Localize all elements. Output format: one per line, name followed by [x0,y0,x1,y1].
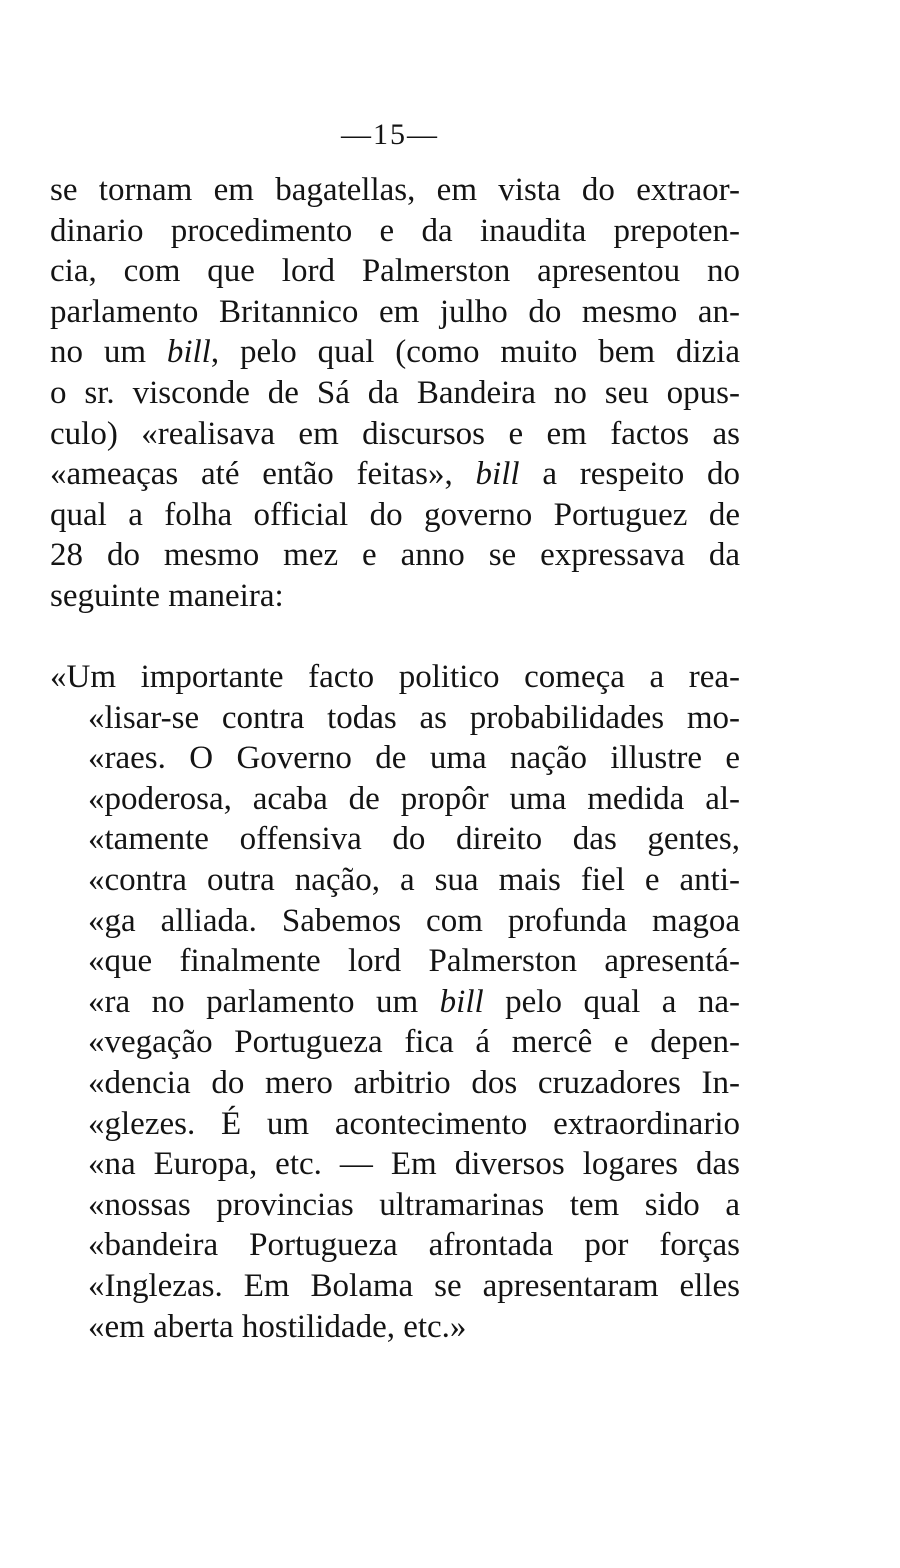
text-segment: «glezes. É um acontecimento extraordinario [88,1105,740,1142]
text-line [50,1266,740,1307]
text-line [50,454,740,495]
text-line [50,211,740,252]
text-segment: «vegação Portugueza fica á mercê e depen- [88,1024,740,1061]
text-segment: 28 do mesmo mez e anno se expressava da [50,537,740,574]
text-segment: culo) «realisava em discursos e em factos as [50,415,740,452]
text-segment: «ga alliada. Sabemos com profunda magoa [88,902,740,939]
text-line [50,819,740,860]
text-line [50,779,740,820]
text-segment: «contra outra nação, a sua mais fiel e anti- [88,861,740,898]
text-segment: «bandeira Portugueza afrontada por forças [88,1227,740,1264]
text-line [50,1022,740,1063]
italic-term: bill [166,334,211,371]
text-segment: «poderosa, acaba de propôr uma medida al- [88,780,740,817]
text-line [50,495,740,536]
text-line [50,332,740,373]
text-segment: «ra no parlamento um [88,983,440,1020]
text-line [50,292,740,333]
text-segment: «Inglezas. Em Bolama se apresentaram elles [88,1267,740,1304]
text-segment: «tamente offensiva do direito das gentes, [88,821,740,858]
text-segment: «nossas provincias ultramarinas tem sido a [88,1186,740,1223]
italic-term: bill [475,456,520,493]
text-line [50,1307,740,1348]
text-line [50,535,740,576]
text-line [50,1185,740,1226]
text-line [50,1144,740,1185]
text-line [50,901,740,942]
text-line [50,657,740,698]
text-segment: cia, com que lord Palmerston apresentou no [50,253,740,290]
text-segment: «dencia do mero arbitrio dos cruzadores In- [88,1064,740,1101]
text-line [50,373,740,414]
text-line [50,251,740,292]
text-segment: pelo qual a na- [483,983,740,1020]
text-segment: «que finalmente lord Palmerston apresentá- [88,943,740,980]
text-line [50,170,740,211]
text-line [50,414,740,455]
text-line [50,1225,740,1266]
text-line [50,738,740,779]
text-segment: no um [50,334,167,371]
text-line [50,1104,740,1145]
text-segment: qual a folha official do governo Portuguez de [50,496,740,533]
text-line [50,860,740,901]
text-segment: , pelo qual (como muito bem dizia [210,334,741,371]
text-line [50,1063,740,1104]
text-segment: seguinte maneira: [50,577,284,614]
quote-paragraph [50,657,740,1347]
italic-term: bill [439,983,484,1020]
text-line [50,941,740,982]
text-segment: «lisar-se contra todas as probabilidades mo- [88,699,740,736]
main-paragraph [50,170,740,617]
text-segment: «Um importante facto politico começa a rea- [50,659,740,695]
text-segment: «ameaças até então feitas», [50,456,476,493]
page-number: —15— [341,118,439,151]
text-segment: o sr. visconde de Sá da Bandeira no seu opus- [50,374,740,411]
text-line [50,576,740,617]
text-segment: «em aberta hostilidade, etc.» [88,1308,467,1345]
text-segment: dinario procedimento e da inaudita prepoten- [50,212,740,249]
text-line [50,698,740,739]
text-line [50,982,740,1023]
text-segment: «na Europa, etc. — Em diversos logares das [88,1146,740,1183]
text-segment: se tornam em bagatellas, em vista do extraor- [50,172,740,208]
text-segment: a respeito do [519,456,741,493]
text-segment: parlamento Britannico em julho do mesmo an- [50,293,740,330]
text-segment: «raes. O Governo de uma nação illustre e [88,740,740,777]
